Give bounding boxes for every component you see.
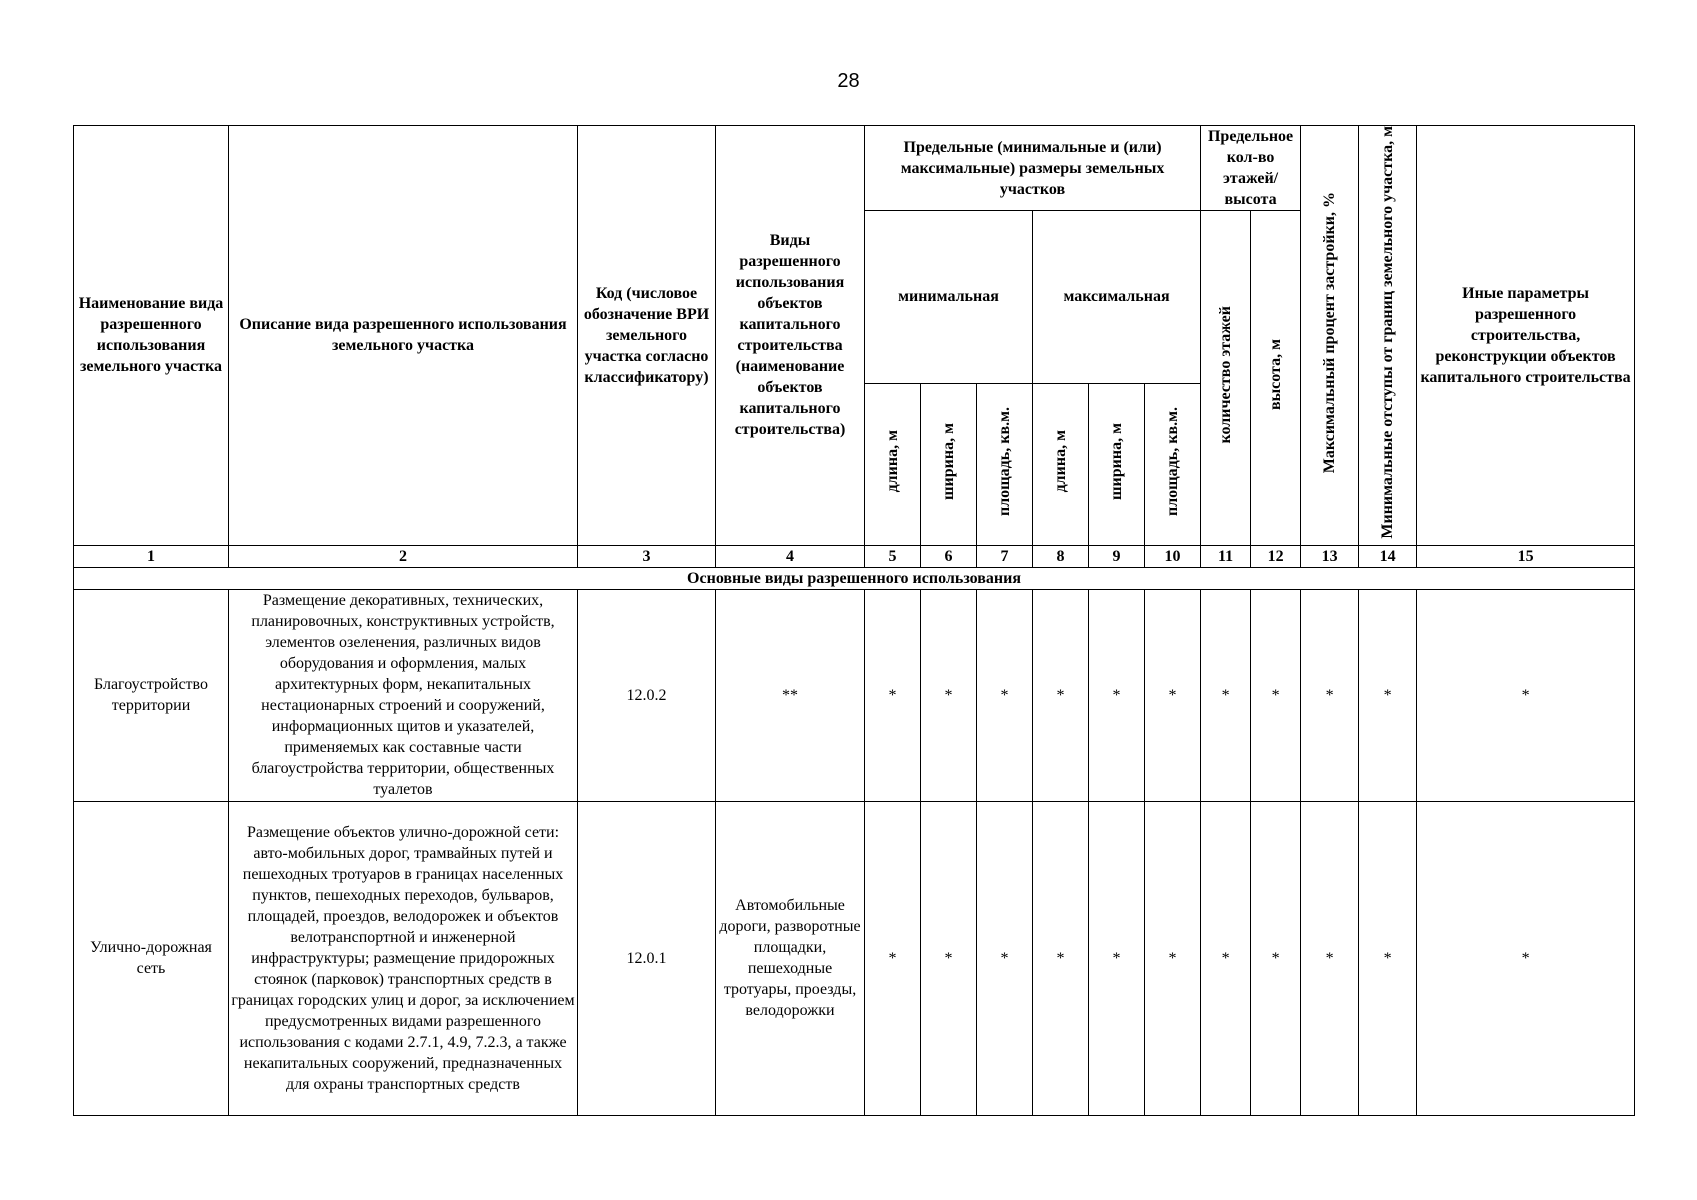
header-max-width	[1089, 383, 1145, 545]
section-title: Основные виды разрешенного использования	[74, 567, 1635, 589]
cell-value: *	[977, 801, 1033, 1115]
land-use-table	[73, 125, 1635, 1116]
column-number: 12	[1251, 545, 1301, 567]
cell-description: Размещение объектов улично-дорожной сети: авто-мобильных дорог, трамвайных путей и пешеходных тротуаров в границах населенных пунктов, пешеходных переходов, бульваров, площадей, проездов, велодорожек и объектов велотранспортной и инженерной инфраструктуры; размещение придорожных стоянок (парковок) транспортных средств в границах городских улиц и дорог, за исключением предусмотренных видами разрешенного использования с кодами 2.7.1, 4.9, 7.2.3, а также некапитальных сооружений, предназначенных для охраны транспортных средств	[229, 801, 578, 1115]
header-max-length-label: длина, м	[1051, 429, 1069, 493]
column-number: 13	[1301, 545, 1359, 567]
header-max-percent-label: Максимальный процент застройки, %	[1320, 191, 1338, 473]
cell-value: *	[921, 801, 977, 1115]
header-description: Описание вида разрешенного использования земельного участка	[229, 126, 578, 546]
cell-name: Улично-дорожная сеть	[74, 801, 229, 1115]
header-min-width	[921, 383, 977, 545]
cell-value: *	[1033, 589, 1089, 801]
header-min-setbacks	[1359, 126, 1417, 546]
cell-name: Благоустройство территории	[74, 589, 229, 801]
cell-value: *	[1033, 801, 1089, 1115]
header-max-length	[1033, 383, 1089, 545]
header-max-width-label: ширина, м	[1107, 422, 1125, 500]
cell-objects: **	[716, 589, 865, 801]
column-number: 8	[1033, 545, 1089, 567]
header-other-params: Иные параметры разрешенного строительства, реконструкции объектов капитального строительства	[1417, 126, 1635, 546]
cell-value: *	[1301, 589, 1359, 801]
header-height-label: высота, м	[1266, 339, 1284, 411]
cell-value: *	[1251, 589, 1301, 801]
header-min-setbacks-label: Минимальные отступы от границ земельного участка, м	[1378, 126, 1396, 539]
column-number: 15	[1417, 545, 1635, 567]
cell-value: *	[1301, 801, 1359, 1115]
header-name: Наименование вида разрешенного использования земельного участка	[74, 126, 229, 546]
table-row	[74, 801, 1635, 1115]
header-min-length-label: длина, м	[883, 429, 901, 493]
cell-value: *	[865, 589, 921, 801]
cell-value: *	[1417, 589, 1635, 801]
header-max-percent	[1301, 126, 1359, 546]
cell-description: Размещение декоративных, технических, планировочных, конструктивных устройств, элементов озеленения, различных видов оборудования и оформления, малых архитектурных форм, некапитальных нестационарных строений и сооружений, информационных щитов и указателей, применяемых как составные части благоустройства территории, общественных туалетов	[229, 589, 578, 801]
header-min-area	[977, 383, 1033, 545]
header-max: максимальная	[1033, 211, 1201, 384]
cell-value: *	[1145, 801, 1201, 1115]
cell-value: *	[921, 589, 977, 801]
column-number: 9	[1089, 545, 1145, 567]
page-number: 28	[837, 70, 860, 92]
table-row	[74, 589, 1635, 801]
column-number: 14	[1359, 545, 1417, 567]
cell-code: 12.0.1	[578, 801, 716, 1115]
header-land-limits: Предельные (минимальные и (или) максимальные) размеры земельных участков	[865, 126, 1201, 211]
column-number: 11	[1201, 545, 1251, 567]
column-number: 7	[977, 545, 1033, 567]
cell-value: *	[977, 589, 1033, 801]
header-max-area-label: площадь, кв.м.	[1163, 406, 1181, 516]
header-height	[1251, 211, 1301, 546]
column-number: 4	[716, 545, 865, 567]
column-number: 2	[229, 545, 578, 567]
header-min: минимальная	[865, 211, 1033, 384]
column-number: 6	[921, 545, 977, 567]
header-min-area-label: площадь, кв.м.	[995, 406, 1013, 516]
cell-value: *	[1145, 589, 1201, 801]
cell-value: *	[1359, 589, 1417, 801]
header-floors-label: количество этажей	[1216, 306, 1234, 444]
header-code: Код (числовое обозначение ВРИ земельного участка согласно классификатору)	[578, 126, 716, 546]
cell-value: *	[1201, 801, 1251, 1115]
cell-objects: Автомобильные дороги, разворотные площадки, пешеходные тротуары, проезды, велодорожки	[716, 801, 865, 1115]
cell-value: *	[1089, 589, 1145, 801]
header-objects: Виды разрешенного использования объектов капитального строительства (наименование объектов капитального строительства)	[716, 126, 865, 546]
header-floors	[1201, 211, 1251, 546]
cell-value: *	[1089, 801, 1145, 1115]
cell-code: 12.0.2	[578, 589, 716, 801]
header-max-area	[1145, 383, 1201, 545]
column-number: 1	[74, 545, 229, 567]
cell-value: *	[1201, 589, 1251, 801]
header-min-width-label: ширина, м	[939, 422, 957, 500]
cell-value: *	[1359, 801, 1417, 1115]
cell-value: *	[865, 801, 921, 1115]
column-number: 5	[865, 545, 921, 567]
header-min-length	[865, 383, 921, 545]
cell-value: *	[1251, 801, 1301, 1115]
cell-value: *	[1417, 801, 1635, 1115]
header-floors-height: Предельное кол-во этажей/ высота	[1201, 126, 1301, 211]
column-number: 3	[578, 545, 716, 567]
column-number: 10	[1145, 545, 1201, 567]
